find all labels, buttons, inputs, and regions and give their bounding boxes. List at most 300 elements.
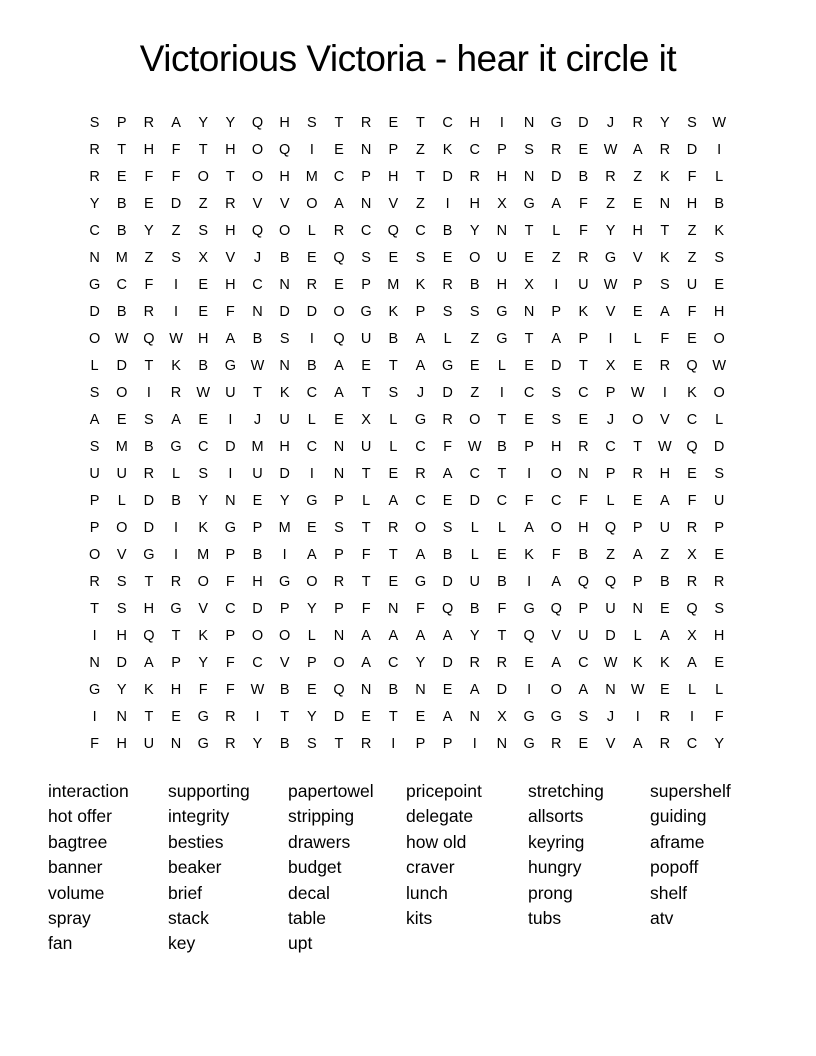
grid-letter-r9c6: A [225, 331, 236, 348]
word-item: spray [48, 908, 91, 929]
word-item: besties [168, 831, 224, 852]
grid-letter-r13c2: M [115, 439, 128, 456]
grid-letter-r4c1: Y [89, 196, 100, 213]
grid-letter-r5c23: Z [687, 223, 697, 240]
grid-letter-r8c22: A [660, 304, 670, 321]
word-search-grid [81, 110, 733, 758]
grid-letter-r7c15: B [469, 277, 480, 294]
grid-letter-r11c4: R [170, 385, 182, 402]
grid-letter-r3c15: R [469, 169, 480, 186]
grid-letter-r19c21: N [632, 601, 643, 618]
grid-letter-r14c6: I [228, 466, 233, 483]
grid-letter-r13c13: C [415, 439, 426, 456]
grid-letter-r8c13: P [415, 304, 426, 321]
grid-letter-r16c8: M [278, 520, 291, 537]
word-item: supershelf [650, 781, 731, 801]
grid-letter-r1c7: Q [251, 115, 264, 132]
grid-letter-r22c21: W [630, 682, 645, 699]
grid-letter-r15c1: P [89, 493, 100, 510]
grid-letter-r24c14: P [442, 736, 453, 753]
word-list-column-6 [650, 779, 731, 931]
grid-letter-r10c23: Q [686, 358, 698, 375]
grid-letter-r22c18: O [550, 682, 562, 699]
grid-letter-r7c12: M [387, 277, 400, 294]
grid-letter-r5c19: F [578, 223, 588, 240]
grid-letter-r22c17: I [527, 682, 532, 699]
grid-letter-r17c11: F [361, 547, 371, 564]
grid-letter-r3c5: O [197, 169, 209, 186]
grid-letter-r20c18: V [551, 628, 562, 645]
grid-letter-r15c14: E [442, 493, 453, 510]
grid-letter-r24c16: N [496, 736, 508, 753]
grid-letter-r14c15: C [469, 466, 480, 483]
word-list-column-3 [288, 779, 406, 957]
grid-letter-r11c14: D [442, 385, 453, 402]
grid-letter-r3c13: T [416, 169, 425, 186]
grid-letter-r11c18: S [551, 385, 562, 402]
grid-letter-r2c9: I [309, 142, 314, 159]
grid-letter-r14c21: R [632, 466, 643, 483]
grid-letter-r17c6: P [225, 547, 236, 564]
grid-letter-r13c11: U [360, 439, 372, 456]
grid-letter-r20c8: O [279, 628, 291, 645]
grid-letter-r19c16: F [497, 601, 507, 618]
grid-letter-r21c4: P [171, 655, 181, 672]
grid-letter-r12c24: L [715, 412, 724, 429]
grid-letter-r14c17: I [527, 466, 532, 483]
grid-letter-r4c9: O [306, 196, 318, 213]
grid-letter-r12c4: A [171, 412, 181, 429]
grid-letter-r22c24: L [715, 682, 724, 699]
grid-letter-r19c15: B [469, 601, 480, 618]
grid-letter-r6c17: E [524, 250, 534, 267]
grid-letter-r11c16: I [499, 385, 504, 402]
grid-letter-r15c6: N [225, 493, 236, 510]
grid-letter-r14c4: L [172, 466, 181, 483]
grid-letter-r11c9: C [306, 385, 318, 402]
grid-letter-r11c1: S [89, 385, 100, 402]
grid-letter-r17c22: Z [660, 547, 670, 564]
grid-letter-r17c17: K [524, 547, 534, 564]
grid-letter-r12c12: L [389, 412, 398, 429]
grid-letter-r15c16: C [496, 493, 508, 510]
grid-letter-r12c10: E [334, 412, 344, 429]
grid-letter-r23c20: J [606, 709, 615, 726]
word-item: table [288, 908, 326, 929]
grid-letter-r20c12: A [388, 628, 399, 645]
grid-letter-r20c14: A [442, 628, 453, 645]
grid-letter-r18c12: E [388, 574, 399, 591]
grid-letter-r12c3: S [144, 412, 154, 429]
grid-letter-r10c1: L [90, 358, 99, 375]
grid-letter-r5c16: N [496, 223, 508, 240]
word-list [48, 779, 731, 957]
grid-letter-r12c17: E [524, 412, 534, 429]
grid-letter-r21c23: A [687, 655, 697, 672]
grid-letter-r18c23: R [686, 574, 698, 591]
grid-letter-r23c5: G [197, 709, 209, 726]
grid-letter-r2c10: E [334, 142, 344, 159]
grid-letter-r22c20: N [605, 682, 616, 699]
grid-letter-r12c20: J [606, 412, 615, 429]
grid-letter-r23c4: E [171, 709, 181, 726]
grid-letter-r22c9: E [306, 682, 317, 699]
grid-letter-r14c22: H [659, 466, 671, 483]
grid-letter-r17c1: O [88, 547, 101, 564]
grid-letter-r12c7: J [253, 412, 262, 429]
grid-letter-r4c23: H [686, 196, 698, 213]
grid-letter-r9c4: W [169, 331, 183, 348]
grid-letter-r16c6: G [224, 520, 236, 537]
grid-letter-r4c8: V [279, 196, 290, 213]
grid-letter-r15c21: E [632, 493, 643, 510]
grid-letter-r20c23: X [687, 628, 697, 645]
grid-letter-r12c9: L [307, 412, 316, 429]
grid-letter-r2c2: T [117, 142, 127, 159]
grid-letter-r3c10: C [333, 169, 345, 186]
grid-letter-r14c10: N [333, 466, 345, 483]
grid-letter-r10c9: B [306, 358, 317, 375]
grid-letter-r16c24: P [714, 520, 724, 537]
grid-letter-r23c3: T [144, 709, 154, 726]
grid-letter-r2c16: P [497, 142, 507, 159]
grid-letter-r8c10: O [333, 304, 345, 321]
grid-letter-r20c20: D [605, 628, 616, 645]
grid-letter-r4c11: N [360, 196, 372, 213]
grid-letter-r6c4: S [171, 250, 181, 267]
grid-letter-r13c9: C [306, 439, 318, 456]
grid-letter-r3c4: F [171, 169, 181, 186]
grid-letter-r13c21: T [633, 439, 643, 456]
grid-letter-r20c4: T [171, 628, 181, 645]
grid-letter-r23c19: S [578, 709, 589, 726]
grid-letter-r16c16: L [497, 520, 506, 537]
grid-letter-r19c2: S [116, 601, 127, 618]
grid-letter-r13c1: S [89, 439, 100, 456]
grid-letter-r3c22: K [660, 169, 670, 186]
grid-letter-r5c24: K [714, 223, 724, 240]
grid-letter-r21c5: Y [198, 655, 209, 672]
grid-letter-r2c3: H [143, 142, 155, 159]
grid-letter-r1c12: E [388, 115, 399, 132]
grid-letter-r16c18: O [550, 520, 562, 537]
word-list-column-1 [48, 779, 168, 957]
grid-letter-r8c3: R [143, 304, 155, 321]
grid-letter-r6c3: Z [144, 250, 154, 267]
grid-letter-r4c14: I [445, 196, 450, 213]
grid-letter-r8c19: K [578, 304, 589, 321]
grid-letter-r16c11: T [361, 520, 371, 537]
grid-letter-r21c19: C [578, 655, 589, 672]
grid-letter-r20c19: U [578, 628, 589, 645]
grid-letter-r18c13: G [414, 574, 427, 591]
word-item: bagtree [48, 831, 108, 852]
word-item: popoff [650, 857, 699, 878]
grid-letter-r6c12: E [388, 250, 399, 267]
grid-letter-r3c3: F [144, 169, 154, 186]
grid-letter-r17c3: G [143, 547, 155, 564]
grid-letter-r2c5: T [198, 142, 208, 159]
grid-letter-r14c11: T [361, 466, 371, 483]
grid-letter-r18c10: R [333, 574, 345, 591]
grid-letter-r15c12: A [388, 493, 399, 510]
word-item: upt [288, 933, 313, 954]
grid-letter-r21c15: R [469, 655, 480, 672]
grid-letter-r2c8: Q [279, 142, 291, 159]
word-list-column-2 [168, 779, 288, 957]
grid-letter-r2c22: R [659, 142, 671, 159]
grid-letter-r23c24: F [714, 709, 724, 726]
grid-letter-r7c3: F [144, 277, 154, 294]
grid-letter-r17c23: X [687, 547, 697, 564]
grid-letter-r2c21: A [632, 142, 643, 159]
grid-letter-r17c10: P [334, 547, 344, 564]
grid-letter-r3c2: E [116, 169, 127, 186]
grid-letter-r22c13: N [415, 682, 426, 699]
grid-letter-r21c24: E [714, 655, 724, 672]
grid-letter-r9c13: A [415, 331, 426, 348]
grid-letter-r11c2: O [116, 385, 128, 402]
grid-letter-r15c5: Y [198, 493, 209, 510]
grid-letter-r3c20: R [605, 169, 616, 186]
grid-letter-r11c20: P [605, 385, 616, 402]
grid-letter-r10c4: K [171, 358, 181, 375]
word-item: kits [406, 908, 433, 929]
grid-letter-r10c2: D [116, 358, 127, 375]
grid-letter-r10c5: B [198, 358, 209, 375]
word-item: beaker [168, 857, 222, 878]
word-item: interaction [48, 781, 129, 801]
grid-letter-r1c8: H [279, 115, 290, 132]
grid-letter-r15c10: P [334, 493, 344, 510]
grid-letter-r1c13: T [416, 115, 425, 132]
grid-letter-r3c17: N [523, 169, 535, 186]
grid-letter-r14c20: P [605, 466, 616, 483]
grid-letter-r13c23: Q [686, 439, 698, 456]
grid-letter-r6c24: S [714, 250, 724, 267]
grid-letter-r11c12: S [388, 385, 399, 402]
grid-letter-r10c15: E [469, 358, 480, 375]
grid-letter-r2c24: I [717, 142, 722, 159]
grid-letter-r9c22: F [660, 331, 670, 348]
grid-letter-r24c22: R [659, 736, 671, 753]
grid-letter-r18c24: R [713, 574, 725, 591]
grid-letter-r4c18: A [551, 196, 562, 213]
grid-letter-r18c18: A [551, 574, 562, 591]
word-item: decal [288, 882, 330, 903]
grid-letter-r22c4: H [170, 682, 182, 699]
grid-letter-r5c12: Q [387, 223, 399, 240]
grid-letter-r11c7: T [253, 385, 262, 402]
grid-letter-r18c16: B [497, 574, 507, 591]
grid-letter-r6c18: Z [551, 250, 561, 267]
grid-letter-r14c5: S [198, 466, 209, 483]
grid-letter-r6c13: S [415, 250, 426, 267]
grid-letter-r2c7: O [251, 142, 264, 159]
grid-letter-r18c6: F [225, 574, 235, 591]
grid-letter-r1c20: J [606, 115, 615, 132]
grid-letter-r9c3: Q [143, 331, 155, 348]
grid-letter-r18c14: D [442, 574, 453, 591]
grid-letter-r6c19: R [578, 250, 589, 267]
grid-letter-r14c3: R [143, 466, 155, 483]
grid-letter-r21c20: W [603, 655, 618, 672]
grid-letter-r24c21: A [632, 736, 643, 753]
grid-letter-r7c18: I [554, 277, 559, 294]
grid-letter-r17c9: A [306, 547, 317, 564]
grid-letter-r5c9: L [307, 223, 316, 240]
grid-letter-r24c18: R [550, 736, 562, 753]
grid-letter-r12c21: O [632, 412, 644, 429]
grid-letter-r10c7: W [250, 358, 265, 375]
grid-letter-r23c6: R [225, 709, 236, 726]
grid-letter-r9c18: A [551, 331, 562, 348]
grid-letter-r18c8: G [279, 574, 291, 591]
word-item: pricepoint [406, 781, 482, 801]
grid-letter-r21c11: A [361, 655, 371, 672]
grid-letter-r19c18: Q [550, 601, 562, 618]
grid-letter-r11c10: A [334, 385, 344, 402]
grid-letter-r12c14: R [442, 412, 453, 429]
grid-letter-r21c21: K [632, 655, 643, 672]
grid-letter-r2c6: H [225, 142, 236, 159]
word-item: prong [528, 882, 573, 903]
grid-letter-r14c1: U [89, 466, 100, 483]
grid-letter-r15c20: L [606, 493, 615, 510]
grid-letter-r15c13: C [415, 493, 426, 510]
grid-letter-r19c8: P [279, 601, 290, 618]
grid-letter-r12c18: S [551, 412, 562, 429]
grid-letter-r8c5: E [198, 304, 209, 321]
grid-letter-r8c4: I [174, 304, 179, 321]
grid-letter-r12c19: E [578, 412, 589, 429]
grid-letter-r21c8: V [279, 655, 290, 672]
grid-letter-r6c16: U [496, 250, 508, 267]
grid-letter-r24c4: N [170, 736, 182, 753]
grid-letter-r22c10: Q [333, 682, 345, 699]
grid-letter-r13c14: F [443, 439, 453, 456]
grid-letter-r16c13: O [414, 520, 427, 537]
grid-letter-r8c1: D [89, 304, 100, 321]
grid-letter-r14c7: U [252, 466, 263, 483]
grid-letter-r15c3: D [143, 493, 155, 510]
grid-letter-r14c23: E [687, 466, 697, 483]
grid-letter-r5c4: Z [171, 223, 181, 240]
grid-letter-r18c7: H [252, 574, 263, 591]
grid-letter-r10c6: G [224, 358, 236, 375]
grid-letter-r1c9: S [306, 115, 317, 132]
grid-letter-r17c19: B [578, 547, 589, 564]
grid-letter-r1c23: S [687, 115, 697, 132]
grid-letter-r19c7: D [252, 601, 263, 618]
grid-letter-r19c3: H [143, 601, 155, 618]
grid-letter-r21c7: C [252, 655, 263, 672]
grid-letter-r18c4: R [170, 574, 182, 591]
grid-letter-r4c16: X [497, 196, 507, 213]
grid-letter-r11c8: K [279, 385, 290, 402]
grid-letter-r24c20: V [605, 736, 616, 753]
grid-letter-r23c21: I [635, 709, 640, 726]
grid-letter-r7c9: R [306, 277, 318, 294]
grid-letter-r10c20: X [605, 358, 616, 375]
grid-letter-r8c12: K [388, 304, 399, 321]
grid-letter-r13c18: H [550, 439, 562, 456]
grid-letter-r7c23: U [686, 277, 698, 294]
word-item: drawers [288, 831, 351, 852]
grid-letter-r19c5: V [198, 601, 209, 618]
grid-letter-r19c22: E [660, 601, 670, 618]
grid-letter-r13c6: D [225, 439, 236, 456]
grid-letter-r6c8: B [279, 250, 290, 267]
word-item: volume [48, 882, 105, 903]
grid-letter-r4c2: B [116, 196, 127, 213]
grid-letter-r19c13: F [416, 601, 425, 618]
grid-letter-r9c15: Z [470, 331, 480, 348]
grid-letter-r10c3: T [144, 358, 154, 375]
grid-letter-r22c3: K [144, 682, 154, 699]
grid-letter-r12c22: V [660, 412, 670, 429]
grid-letter-r14c16: T [497, 466, 507, 483]
word-item: stretching [528, 781, 604, 801]
grid-letter-r17c18: F [551, 547, 561, 564]
word-item: banner [48, 857, 103, 878]
grid-letter-r5c1: C [89, 223, 100, 240]
grid-letter-r2c1: R [89, 142, 100, 159]
grid-letter-r4c17: G [523, 196, 535, 213]
grid-letter-r13c3: B [144, 439, 154, 456]
grid-letter-r20c10: N [333, 628, 345, 645]
word-item: guiding [650, 806, 707, 827]
grid-letter-r22c16: D [496, 682, 508, 699]
grid-letter-r16c19: H [578, 520, 589, 537]
grid-letter-r17c4: I [174, 547, 179, 564]
grid-letter-r7c13: K [415, 277, 426, 294]
grid-letter-r23c22: R [659, 709, 671, 726]
grid-letter-r16c3: D [143, 520, 155, 537]
grid-letter-r24c12: I [391, 736, 396, 753]
grid-letter-r20c21: L [633, 628, 642, 645]
grid-letter-r3c21: Z [633, 169, 643, 186]
grid-letter-r1c15: H [469, 115, 480, 132]
grid-letter-r21c9: P [306, 655, 317, 672]
grid-letter-r4c20: Z [606, 196, 615, 213]
grid-letter-r18c19: Q [577, 574, 590, 591]
grid-letter-r22c5: F [198, 682, 208, 699]
grid-letter-r4c3: E [144, 196, 154, 213]
grid-letter-r5c2: B [116, 223, 127, 240]
grid-letter-r15c2: L [117, 493, 126, 510]
grid-letter-r20c24: H [713, 628, 725, 645]
grid-letter-r23c17: G [523, 709, 535, 726]
grid-letter-r13c4: G [170, 439, 182, 456]
grid-letter-r6c6: V [225, 250, 236, 267]
grid-letter-r1c11: R [360, 115, 372, 132]
grid-letter-r24c10: T [334, 736, 344, 753]
grid-letter-r21c3: A [144, 655, 154, 672]
grid-letter-r8c2: B [116, 304, 127, 321]
grid-letter-r16c21: P [632, 520, 643, 537]
grid-letter-r24c15: I [472, 736, 477, 753]
word-item: shelf [650, 882, 687, 903]
grid-letter-r22c7: W [250, 682, 265, 699]
grid-letter-r5c20: Y [605, 223, 616, 240]
grid-letter-r6c9: E [306, 250, 317, 267]
grid-letter-r15c15: D [469, 493, 480, 510]
grid-letter-r1c22: Y [660, 115, 670, 132]
grid-letter-r17c24: E [714, 547, 724, 564]
grid-letter-r3c7: O [251, 169, 264, 186]
grid-letter-r13c16: B [497, 439, 507, 456]
